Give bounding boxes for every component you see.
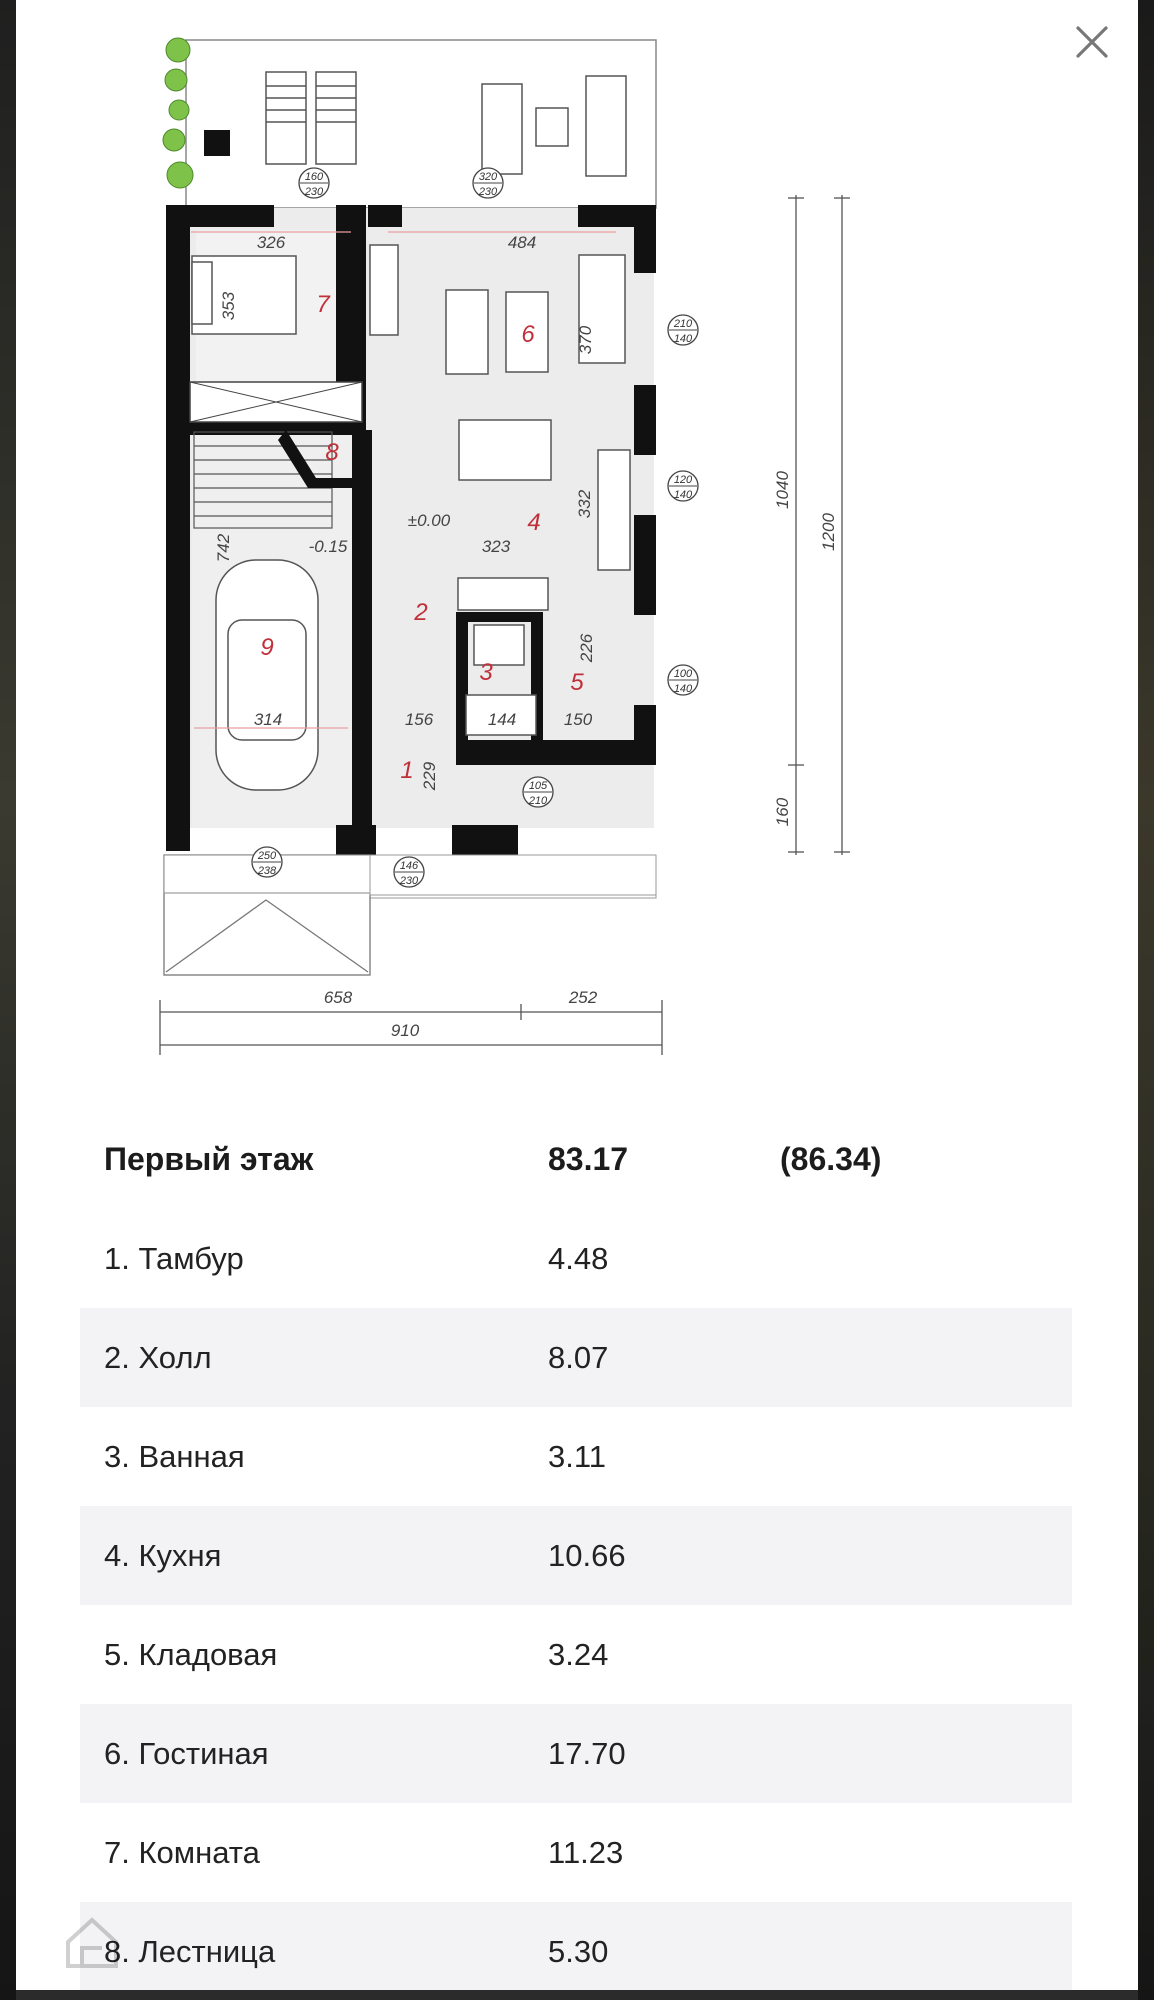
- dim-370: 370: [576, 325, 595, 355]
- room-area: 11.23: [548, 1834, 624, 1870]
- opening-2-width: 320: [478, 171, 498, 183]
- room-area: 17.70: [548, 1735, 626, 1771]
- dim-1040: 1040: [773, 471, 792, 509]
- floor-area: 83.17: [548, 1141, 629, 1177]
- room-area: 4.48: [548, 1240, 609, 1276]
- opening-6-width: 105: [528, 780, 548, 792]
- table-row: [80, 1902, 1072, 1990]
- room-name: 2. Холл: [104, 1339, 212, 1375]
- dim-156: 156: [404, 710, 434, 729]
- image-viewer-modal: [16, 0, 1138, 1990]
- floor-total-area: (86.34): [780, 1141, 882, 1177]
- dim-326: 326: [256, 233, 286, 252]
- table-row: [80, 1209, 1072, 1308]
- table-row: [80, 1407, 1072, 1506]
- dim-484: 484: [507, 233, 537, 252]
- room-area: 3.24: [548, 1636, 609, 1672]
- car: [216, 560, 318, 790]
- dim-742: 742: [214, 533, 233, 563]
- opening-2-height: 230: [478, 186, 498, 198]
- site-logo-icon: [62, 1912, 122, 1972]
- dim-level-015: -0.15: [308, 537, 348, 556]
- opening-1-width: 160: [304, 171, 324, 183]
- dim-229: 229: [420, 761, 439, 791]
- table-row: [80, 1605, 1072, 1704]
- table-row: [80, 1704, 1072, 1803]
- room-4-label: 4: [527, 509, 541, 536]
- room-6-label: 6: [521, 321, 535, 348]
- rooms-table: [80, 1110, 1072, 1990]
- room-area: 3.11: [548, 1438, 607, 1474]
- opening-8-height: 230: [399, 875, 419, 887]
- room-8-label: 8: [325, 439, 339, 466]
- opening-6-height: 210: [528, 795, 548, 807]
- dim-323: 323: [481, 537, 511, 556]
- dim-353: 353: [219, 291, 238, 321]
- dim-160: 160: [773, 797, 792, 827]
- room-7-label: 7: [316, 291, 330, 318]
- opening-5-width: 100: [673, 668, 693, 680]
- table-header: [80, 1110, 1072, 1209]
- room-9-label: 9: [260, 634, 274, 661]
- room-3-label: 3: [479, 659, 493, 686]
- dim-1200: 1200: [819, 513, 838, 551]
- dim-144: 144: [487, 710, 517, 729]
- opening-1-height: 230: [304, 186, 324, 198]
- pillar: [204, 130, 230, 156]
- dim-332: 332: [575, 489, 594, 519]
- room-name: 3. Ванная: [104, 1438, 245, 1474]
- room-name: 4. Кухня: [104, 1537, 222, 1573]
- bed: [192, 256, 296, 334]
- table-row: [80, 1308, 1072, 1407]
- room-name: 5. Кладовая: [104, 1636, 278, 1672]
- table-row: [80, 1803, 1072, 1902]
- room-1-label: 1: [400, 757, 414, 784]
- dim-314: 314: [253, 710, 283, 729]
- floor-name: Первый этаж: [104, 1141, 314, 1177]
- floor-plan: [16, 0, 1138, 1080]
- opening-7-width: 250: [257, 850, 277, 862]
- room-name: 7. Комната: [104, 1834, 260, 1870]
- room-area: 8.07: [548, 1339, 609, 1375]
- opening-5-height: 140: [673, 683, 693, 695]
- room-area: 5.30: [548, 1933, 609, 1969]
- opening-8-width: 146: [399, 860, 419, 872]
- table-row: [80, 1506, 1072, 1605]
- room-name: 1. Тамбур: [104, 1240, 244, 1276]
- room-name: 8. Лестница: [104, 1933, 276, 1969]
- room-area: 10.66: [548, 1537, 626, 1573]
- room-name: 6. Гостиная: [104, 1735, 269, 1771]
- dim-226: 226: [577, 633, 596, 663]
- dim-150: 150: [563, 710, 593, 729]
- opening-4-height: 140: [673, 489, 693, 501]
- dim-910: 910: [390, 1021, 420, 1040]
- dim-658: 658: [323, 988, 353, 1007]
- backdrop-right: [1138, 0, 1154, 2000]
- opening-7-height: 238: [257, 865, 277, 877]
- dim-level-0: ±0.00: [407, 511, 451, 530]
- backdrop-left: [0, 0, 16, 2000]
- opening-3-width: 210: [673, 318, 693, 330]
- room-5-label: 5: [570, 669, 584, 696]
- opening-4-width: 120: [673, 474, 693, 486]
- room-2-label: 2: [414, 599, 428, 626]
- opening-3-height: 140: [673, 333, 693, 345]
- dim-252: 252: [568, 988, 598, 1007]
